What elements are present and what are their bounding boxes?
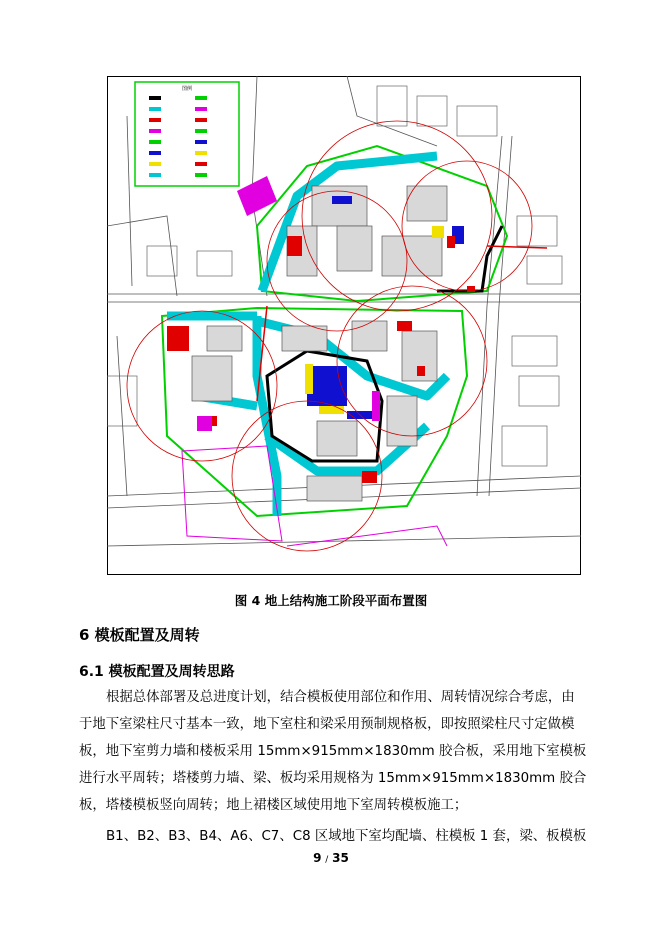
- page-number: [0, 851, 662, 865]
- page-separator: /: [325, 855, 329, 865]
- paragraph-line: 板，地下室剪力墙和楼板采用 15mm×915mm×1830mm 胶合板，采用地下室模板: [79, 744, 587, 759]
- paragraph-line: 进行水平周转；塔楼剪力墙、梁、板均采用规格为 15mm×915mm×1830mm 胶合: [79, 771, 587, 786]
- site-layout-plan-figure: [107, 76, 581, 575]
- figure-caption: 图 4 地上结构施工阶段平面布置图: [234, 593, 428, 608]
- section-heading: 6 模板配置及周转: [79, 626, 200, 644]
- paragraph-line: 根据总体部署及总进度计划，结合模板使用部位和作用、周转情况综合考虑，由: [106, 690, 575, 705]
- paragraph-line: 于地下室梁柱尺寸基本一致，地下室柱和梁采用预制规格板，即按照梁柱尺寸定做模: [79, 717, 575, 732]
- legend-box: [135, 82, 239, 186]
- body-paragraph-1: [79, 684, 587, 819]
- body-paragraph-2: [79, 823, 587, 850]
- paragraph-line: 板，塔楼模板竖向周转；地上裙楼区域使用地下室周转模板施工；: [79, 798, 468, 813]
- paragraph-line: B1、B2、B3、B4、A6、C7、C8 区域地下室均配墙、柱模板 1 套，梁、板模板: [106, 829, 587, 844]
- site-plan-drawing: [107, 76, 581, 575]
- current-page: 9: [313, 851, 322, 865]
- legend-title: 图例: [182, 86, 193, 92]
- subsection-heading: 6.1 模板配置及周转思路: [79, 664, 235, 680]
- total-pages: 35: [332, 851, 349, 865]
